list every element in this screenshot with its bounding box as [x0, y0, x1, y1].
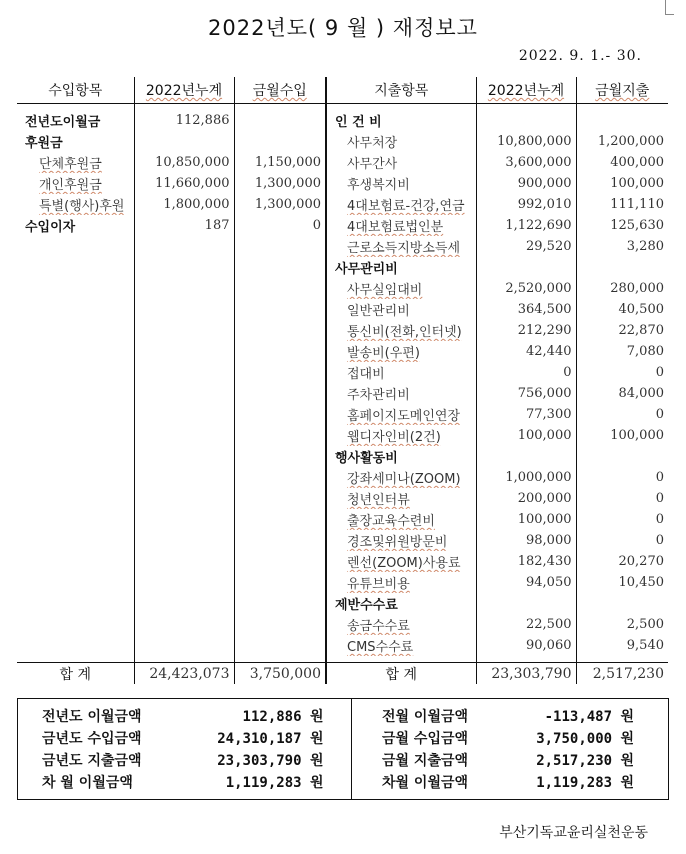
table-row — [17, 509, 668, 530]
table-row — [17, 488, 668, 509]
income-item-month: 1,300,000 — [234, 194, 326, 215]
income-empty-cell — [234, 446, 326, 467]
expense-item-text: 사무간사 — [347, 157, 398, 172]
expense-item-text: 청년인터뷰 — [347, 493, 410, 508]
expense-item-label — [326, 299, 476, 320]
expense-item-total: 200,000 — [476, 488, 576, 509]
summary-gap — [328, 749, 352, 771]
expense-item-month — [576, 110, 668, 131]
finance-table — [17, 77, 668, 684]
income-empty-cell — [234, 257, 326, 278]
summary-gap — [328, 699, 352, 728]
summary-left-value: 1,119,283 원 — [225, 775, 324, 791]
income-empty-cell — [134, 467, 234, 488]
expense-item-month: 0 — [576, 530, 668, 551]
expense-item-label — [326, 236, 476, 257]
expense-item-total: 900,000 — [476, 173, 576, 194]
income-empty-cell — [134, 278, 234, 299]
income-empty-cell — [17, 404, 134, 425]
table-row — [17, 236, 668, 257]
expense-item-total: 10,800,000 — [476, 131, 576, 152]
expense-item-total: 94,050 — [476, 572, 576, 593]
income-empty-cell — [134, 593, 234, 614]
expense-item-label — [326, 278, 476, 299]
totals-expense-month: 2,517,230 — [576, 663, 668, 685]
expense-item-label — [326, 593, 476, 614]
expense-item-label — [326, 173, 476, 194]
summary-left-value: 24,310,187 원 — [217, 731, 324, 747]
expense-item-month: 20,270 — [576, 551, 668, 572]
income-empty-cell — [17, 488, 134, 509]
income-empty-cell — [234, 551, 326, 572]
header-expense-total: 2022년누계 — [476, 77, 576, 104]
income-empty-cell — [17, 635, 134, 656]
expense-item-month: 100,000 — [576, 173, 668, 194]
table-row — [17, 278, 668, 299]
expense-item-total: 98,000 — [476, 530, 576, 551]
income-empty-cell — [234, 341, 326, 362]
table-row — [17, 215, 668, 236]
header-income-item: 수입항목 — [17, 77, 134, 104]
expense-item-text: 유튜브비용 — [347, 577, 410, 592]
expense-item-total — [476, 593, 576, 614]
income-empty-cell — [17, 257, 134, 278]
income-empty-cell — [17, 320, 134, 341]
summary-right-label: 금월 지출금액 — [352, 749, 512, 771]
table-row — [17, 404, 668, 425]
report-title: 2022년도( 9 월 ) 재정보고 — [208, 16, 478, 40]
expense-item-label — [326, 488, 476, 509]
income-item-total: 112,886 — [134, 110, 234, 131]
expense-item-text: 웹디자인비(2건) — [347, 430, 441, 445]
expense-item-label — [326, 530, 476, 551]
expense-item-label — [326, 572, 476, 593]
expense-item-month: 7,080 — [576, 341, 668, 362]
expense-item-text: 출장교육수련비 — [347, 514, 435, 529]
header-expense-month: 금월지출 — [576, 77, 668, 104]
summary-right-label: 전월 이월금액 — [352, 699, 512, 728]
expense-item-total — [476, 110, 576, 131]
income-empty-cell — [134, 236, 234, 257]
expense-item-total: 1,000,000 — [476, 467, 576, 488]
expense-item-total: 100,000 — [476, 509, 576, 530]
expense-item-month: 0 — [576, 467, 668, 488]
expense-item-text: 4대보험료-건강,연금 — [347, 199, 465, 214]
income-empty-cell — [17, 425, 134, 446]
expense-item-label — [326, 215, 476, 236]
table-row — [17, 467, 668, 488]
income-empty-cell — [134, 551, 234, 572]
income-empty-cell — [134, 446, 234, 467]
table-row — [17, 383, 668, 404]
summary-left-label: 전년도 이월금액 — [42, 709, 142, 725]
income-empty-cell — [234, 236, 326, 257]
expense-item-text: 사무실임대비 — [347, 283, 423, 298]
income-empty-cell — [234, 467, 326, 488]
summary-right-label: 차월 이월금액 — [352, 771, 512, 800]
expense-item-total: 364,500 — [476, 299, 576, 320]
income-empty-cell — [234, 572, 326, 593]
income-empty-cell — [17, 551, 134, 572]
income-empty-cell — [134, 362, 234, 383]
expense-item-total: 3,600,000 — [476, 152, 576, 173]
income-item-label: 단체후원금 — [39, 157, 102, 172]
income-item-month: 1,150,000 — [234, 152, 326, 173]
expense-item-total: 42,440 — [476, 341, 576, 362]
income-empty-cell — [134, 509, 234, 530]
totals-label-expense: 합 계 — [326, 663, 476, 685]
income-empty-cell — [134, 404, 234, 425]
table-row — [17, 425, 668, 446]
report-period: 2022. 9. 1.- 30. — [518, 48, 642, 64]
expense-item-text: CMS수수료 — [347, 640, 414, 655]
organization-name: 부산기독교윤리실천운동 — [499, 825, 648, 841]
expense-item-total — [476, 446, 576, 467]
table-header-row — [17, 77, 668, 104]
income-empty-cell — [234, 593, 326, 614]
summary-row — [18, 749, 669, 771]
income-empty-cell — [234, 614, 326, 635]
totals-income-total: 24,423,073 — [134, 663, 234, 685]
table-row — [17, 635, 668, 656]
expense-item-month: 22,870 — [576, 320, 668, 341]
income-empty-cell — [17, 299, 134, 320]
summary-right-label: 금월 수입금액 — [352, 727, 512, 749]
income-empty-cell — [134, 425, 234, 446]
income-empty-cell — [234, 635, 326, 656]
income-item-total: 187 — [134, 215, 234, 236]
income-item-month — [234, 131, 326, 152]
income-empty-cell — [134, 299, 234, 320]
income-empty-cell — [234, 425, 326, 446]
expense-item-text: 4대보험료법인분 — [347, 220, 444, 235]
expense-item-label — [326, 635, 476, 656]
expense-item-month: 2,500 — [576, 614, 668, 635]
header-income-month: 금월수입 — [234, 77, 326, 104]
expense-item-total: 2,520,000 — [476, 278, 576, 299]
expense-item-month: 0 — [576, 404, 668, 425]
expense-item-text: 송금수수료 — [347, 619, 410, 634]
income-empty-cell — [234, 530, 326, 551]
expense-item-label — [326, 509, 476, 530]
summary-right-value: 1,119,283 원 — [536, 775, 634, 791]
expense-item-text: 근로소득지방소득세 — [347, 241, 461, 256]
table-body — [17, 104, 668, 663]
expense-item-text: 사무처장 — [347, 136, 398, 151]
expense-item-total: 992,010 — [476, 194, 576, 215]
table-row — [17, 152, 668, 173]
income-empty-cell — [134, 341, 234, 362]
summary-right-value: 2,517,230 원 — [536, 753, 634, 769]
expense-item-month: 111,110 — [576, 194, 668, 215]
income-empty-cell — [134, 635, 234, 656]
table-row — [17, 446, 668, 467]
income-empty-cell — [234, 509, 326, 530]
table-row — [17, 299, 668, 320]
table-row — [17, 257, 668, 278]
table-row — [17, 173, 668, 194]
income-item-total: 11,660,000 — [134, 173, 234, 194]
expense-item-label — [326, 383, 476, 404]
expense-item-month — [576, 257, 668, 278]
expense-item-label — [326, 341, 476, 362]
expense-item-month: 280,000 — [576, 278, 668, 299]
income-empty-cell — [134, 257, 234, 278]
expense-item-text: 사무관리비 — [335, 262, 398, 277]
income-item-month: 0 — [234, 215, 326, 236]
expense-item-label — [326, 131, 476, 152]
expense-item-text: 인 건 비 — [335, 115, 382, 130]
table-row — [17, 572, 668, 593]
income-empty-cell — [234, 383, 326, 404]
income-empty-cell — [134, 320, 234, 341]
income-empty-cell — [234, 299, 326, 320]
income-empty-cell — [17, 593, 134, 614]
table-row — [17, 593, 668, 614]
table-row — [17, 341, 668, 362]
table-row — [17, 614, 668, 635]
expense-item-total: 77,300 — [476, 404, 576, 425]
expense-item-text: 일반관리비 — [347, 304, 410, 319]
expense-item-total: 212,290 — [476, 320, 576, 341]
expense-item-label — [326, 425, 476, 446]
table-row — [17, 110, 668, 131]
expense-item-total: 182,430 — [476, 551, 576, 572]
expense-item-month — [576, 446, 668, 467]
income-empty-cell — [234, 278, 326, 299]
summary-table — [17, 698, 669, 800]
income-item-total — [134, 131, 234, 152]
expense-item-label — [326, 257, 476, 278]
expense-item-text: 제반수수료 — [335, 598, 398, 613]
summary-row — [18, 727, 669, 749]
expense-item-label — [326, 362, 476, 383]
summary-row — [18, 771, 669, 800]
income-item-total: 1,800,000 — [134, 194, 234, 215]
summary-left-label: 차 월 이월금액 — [42, 775, 133, 791]
expense-item-text: 행사활동비 — [335, 451, 398, 466]
income-empty-cell — [234, 362, 326, 383]
table-row — [17, 320, 668, 341]
income-item-total: 10,850,000 — [134, 152, 234, 173]
expense-item-month: 125,630 — [576, 215, 668, 236]
summary-right-value: 3,750,000 원 — [536, 731, 634, 747]
expense-item-total: 22,500 — [476, 614, 576, 635]
expense-item-total: 100,000 — [476, 425, 576, 446]
expense-item-label — [326, 110, 476, 131]
expense-item-month: 0 — [576, 362, 668, 383]
expense-item-month: 400,000 — [576, 152, 668, 173]
income-empty-cell — [134, 530, 234, 551]
expense-item-label — [326, 614, 476, 635]
expense-item-total: 756,000 — [476, 383, 576, 404]
income-empty-cell — [134, 383, 234, 404]
expense-item-month: 3,280 — [576, 236, 668, 257]
expense-item-total: 90,060 — [476, 635, 576, 656]
expense-item-month: 0 — [576, 488, 668, 509]
expense-item-text: 강좌세미나(ZOOM) — [347, 472, 461, 487]
income-empty-cell — [17, 509, 134, 530]
expense-item-text: 접대비 — [347, 367, 385, 382]
summary-gap — [328, 771, 352, 800]
income-empty-cell — [17, 467, 134, 488]
summary-left-label: 금년도 지출금액 — [42, 753, 142, 769]
table-row — [17, 194, 668, 215]
income-empty-cell — [17, 341, 134, 362]
expense-item-total: 1,122,690 — [476, 215, 576, 236]
expense-item-month: 100,000 — [576, 425, 668, 446]
income-empty-cell — [134, 572, 234, 593]
totals-label-income: 합 계 — [17, 663, 134, 685]
expense-item-label — [326, 194, 476, 215]
expense-item-text: 발송비(우편) — [347, 346, 420, 361]
income-empty-cell — [17, 362, 134, 383]
income-empty-cell — [17, 572, 134, 593]
income-item-label: 후원금 — [25, 136, 63, 151]
expense-item-total — [476, 257, 576, 278]
expense-item-month: 10,450 — [576, 572, 668, 593]
header-income-total: 2022년누계 — [134, 77, 234, 104]
income-item-month — [234, 110, 326, 131]
expense-item-label — [326, 467, 476, 488]
expense-item-month: 0 — [576, 509, 668, 530]
summary-left-label: 금년도 수입금액 — [42, 731, 142, 747]
income-empty-cell — [17, 446, 134, 467]
header-expense-item: 지출항목 — [326, 77, 476, 104]
table-row — [17, 131, 668, 152]
summary-left-value: 23,303,790 원 — [217, 753, 324, 769]
expense-item-month: 1,200,000 — [576, 131, 668, 152]
income-empty-cell — [17, 383, 134, 404]
income-empty-cell — [134, 488, 234, 509]
expense-item-total: 0 — [476, 362, 576, 383]
income-empty-cell — [17, 530, 134, 551]
table-row — [17, 362, 668, 383]
expense-item-label — [326, 551, 476, 572]
income-empty-cell — [134, 614, 234, 635]
income-empty-cell — [17, 278, 134, 299]
expense-item-label — [326, 404, 476, 425]
income-item-month: 1,300,000 — [234, 173, 326, 194]
summary-left-value: 112,886 원 — [242, 709, 324, 725]
totals-income-month: 3,750,000 — [234, 663, 326, 685]
income-item-label: 특별(행사)후원 — [39, 199, 125, 214]
expense-item-label — [326, 446, 476, 467]
expense-item-text: 후생복지비 — [347, 178, 410, 193]
expense-item-text: 주차관리비 — [347, 388, 410, 403]
expense-item-month: 84,000 — [576, 383, 668, 404]
income-empty-cell — [234, 488, 326, 509]
table-row — [17, 530, 668, 551]
income-empty-cell — [17, 614, 134, 635]
summary-right-value: -113,487 원 — [544, 709, 634, 725]
expense-item-text: 통신비(전화,인터넷) — [347, 325, 462, 340]
income-item-label: 수입이자 — [25, 220, 76, 235]
expense-item-total: 29,520 — [476, 236, 576, 257]
expense-item-label — [326, 152, 476, 173]
expense-item-month: 40,500 — [576, 299, 668, 320]
income-empty-cell — [234, 404, 326, 425]
totals-row — [17, 663, 668, 685]
summary-gap — [328, 727, 352, 749]
totals-expense-total: 23,303,790 — [476, 663, 576, 685]
table-row — [17, 551, 668, 572]
income-item-label: 개인후원금 — [39, 178, 102, 193]
summary-row — [18, 699, 669, 728]
expense-item-text: 경조및위원방문비 — [347, 535, 448, 550]
expense-item-text: 렌선(ZOOM)사용료 — [347, 556, 461, 571]
expense-item-text: 홈페이지도메인연장 — [347, 409, 461, 424]
income-empty-cell — [234, 320, 326, 341]
income-item-label: 전년도이월금 — [25, 115, 101, 130]
expense-item-month — [576, 593, 668, 614]
income-empty-cell — [17, 236, 134, 257]
expense-item-label — [326, 320, 476, 341]
expense-item-month: 9,540 — [576, 635, 668, 656]
